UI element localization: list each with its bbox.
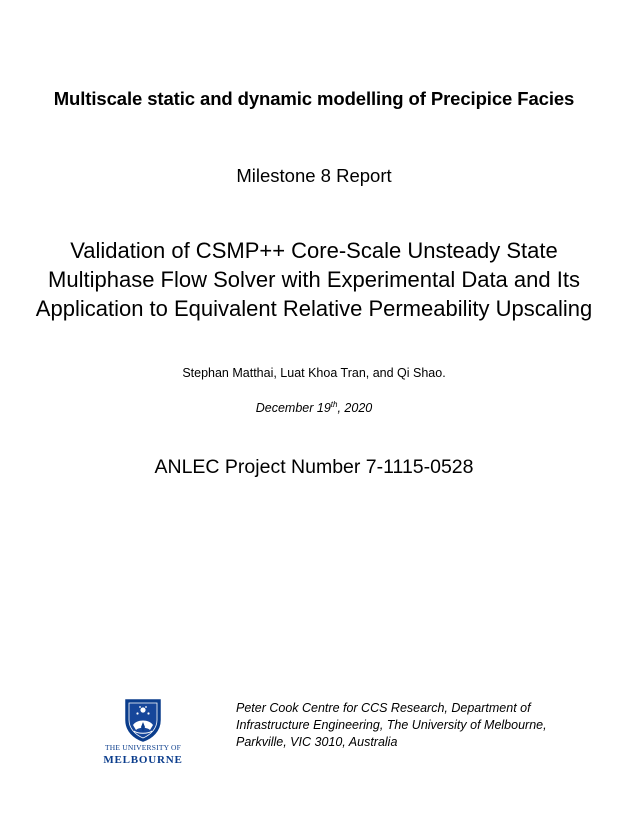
report-title-line-3: Application to Equivalent Relative Permeability Upscaling <box>35 296 593 321</box>
affiliation-address <box>236 700 547 751</box>
logo-text-line-1: THE UNIVERSITY OF <box>104 743 182 752</box>
address-line-1: Peter Cook Centre for CCS Research, Department of <box>236 701 531 715</box>
project-title: Multiscale static and dynamic modelling of Precipice Facies <box>53 88 575 109</box>
report-title-line-1: Validation of CSMP++ Core-Scale Unsteady State <box>70 238 558 263</box>
university-logo <box>103 696 183 772</box>
anlec-project-number: ANLEC Project Number 7-1115-0528 <box>154 456 474 478</box>
logo-text-line-2: MELBOURNE <box>103 754 183 766</box>
address-line-2: Infrastructure Engineering, The University of Melbourne, <box>236 718 547 732</box>
date-superscript: th <box>330 399 338 409</box>
address-line-3: Parkville, VIC 3010, Australia <box>236 735 398 749</box>
milestone-heading: Milestone 8 Report <box>236 165 392 186</box>
date-prefix: December 19 <box>255 401 331 415</box>
date-suffix: , 2020 <box>337 401 373 415</box>
authors: Stephan Matthai, Luat Khoa Tran, and Qi Shao. <box>182 366 446 380</box>
university-crest-icon <box>123 698 163 742</box>
report-title <box>0 236 628 323</box>
report-date <box>0 401 628 415</box>
report-title-line-2: Multiphase Flow Solver with Experimental Data and Its <box>48 267 580 292</box>
